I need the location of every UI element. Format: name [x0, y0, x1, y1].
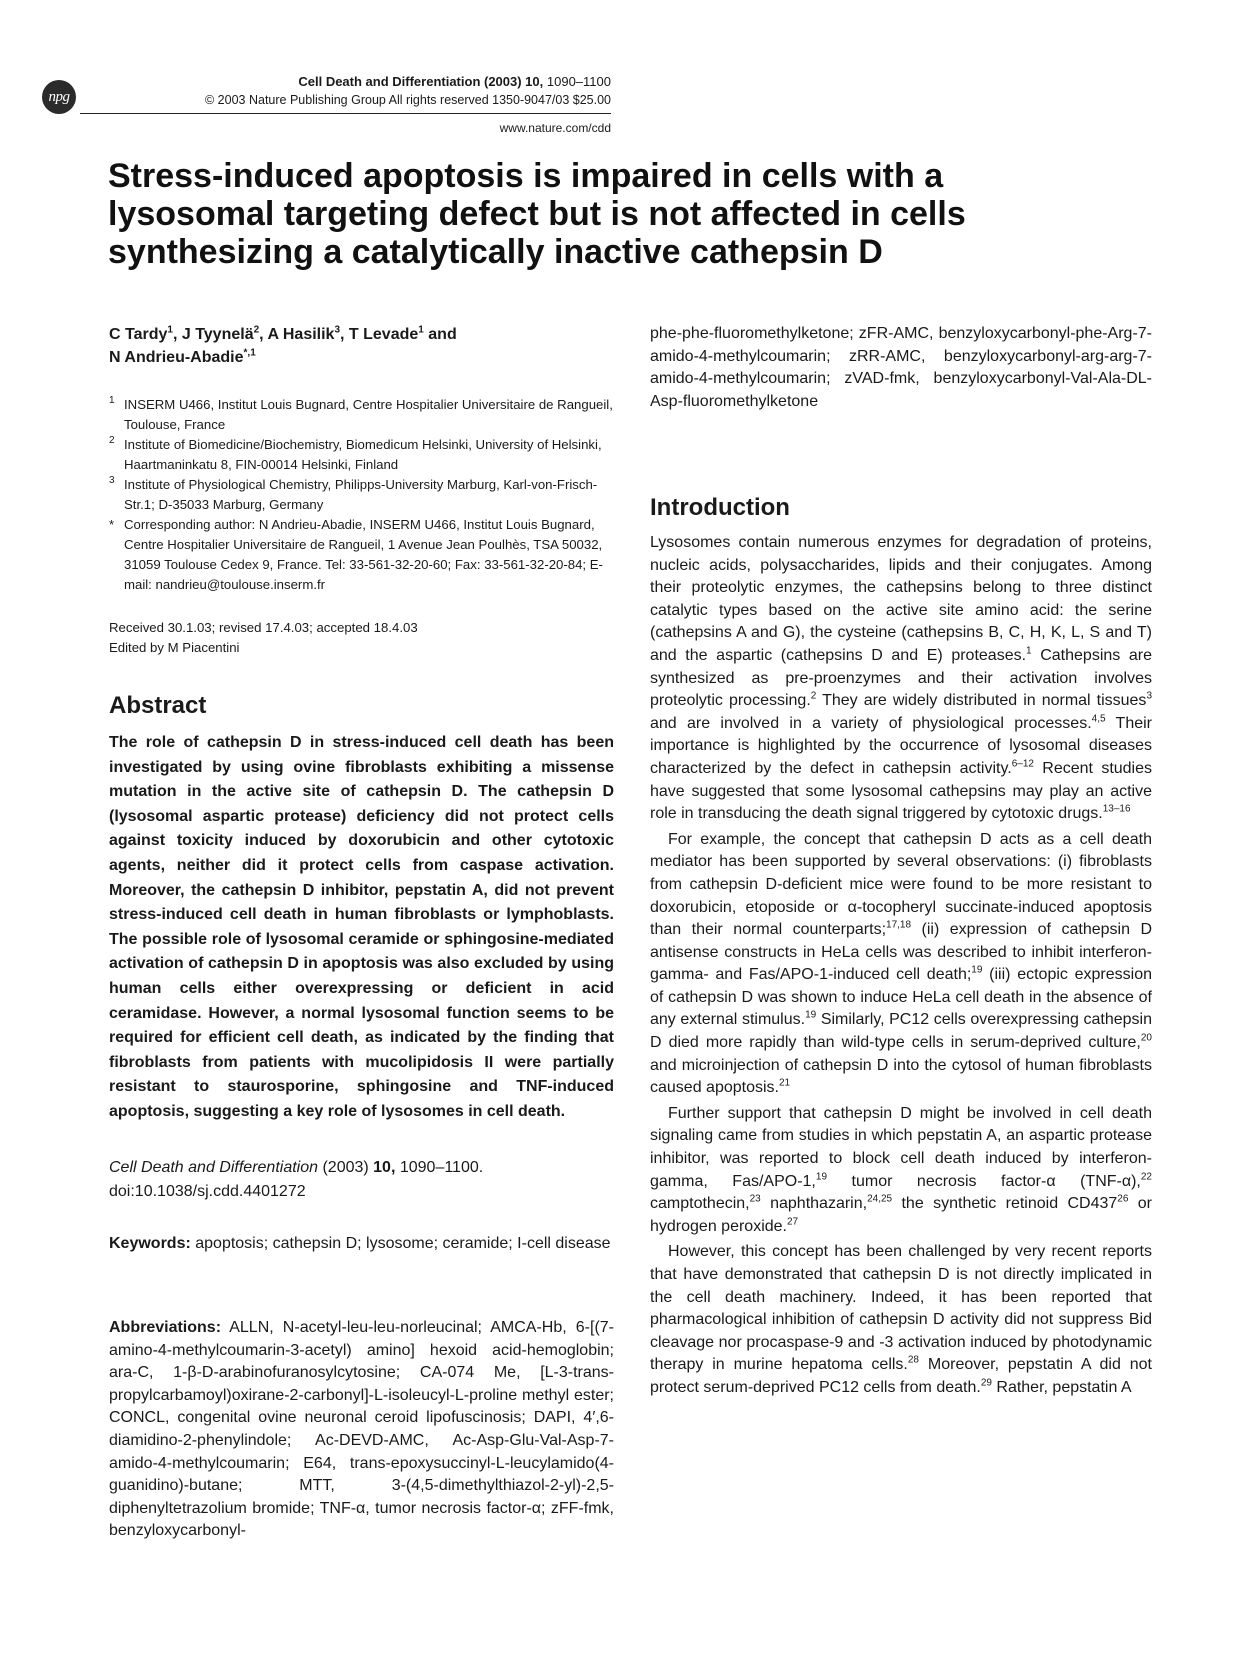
- author-list: [109, 323, 614, 369]
- author-1-sup: 1: [167, 324, 173, 336]
- introduction-body: [650, 532, 1152, 1403]
- reference-sup: 23: [749, 1193, 761, 1205]
- citation-year: (2003): [318, 1159, 374, 1176]
- author-1: C Tardy: [109, 326, 168, 343]
- author-2: , J Tyynelä: [172, 326, 254, 343]
- keywords-text: apoptosis; cathepsin D; lysosome; ceramide; I-cell disease: [190, 1235, 611, 1252]
- citation-volume: 10,: [373, 1159, 396, 1176]
- citation-doi: 1090–1100. doi:10.1038/sj.cdd.4401272: [109, 1159, 484, 1200]
- author-4-sup: 1: [418, 324, 424, 336]
- affiliation-1: [109, 395, 614, 435]
- author-3: , A Hasilik: [259, 326, 335, 343]
- corresponding-author: [109, 515, 614, 595]
- reference-sup: 4,5: [1091, 713, 1106, 725]
- reference-sup: 19: [805, 1010, 817, 1022]
- reference-sup: 13–16: [1102, 803, 1131, 815]
- affiliation-mark: 3: [109, 475, 115, 486]
- title-line-2: lysosomal targeting defect but is not affected in cells: [108, 195, 966, 233]
- reference-sup: 17,18: [886, 919, 912, 931]
- author-4: , T Levade: [340, 326, 419, 343]
- affiliation-mark: *: [109, 517, 115, 532]
- affiliations: [109, 395, 614, 595]
- affiliation-mark: 2: [109, 435, 115, 446]
- author-2-sup: 2: [253, 324, 260, 336]
- abstract-heading: Abstract: [109, 692, 207, 719]
- affiliation-mark: 1: [109, 395, 115, 406]
- abbreviations-continued: phe-phe-fluoromethylketone; zFR-AMC, benzyloxycarbonyl-phe-Arg-7-amido-4-methylcoumarin; zRR-AMC, benzyloxycarbonyl-arg-arg-7-amido-4-methylcoumarin; zVAD-fmk, benzyloxycarbonyl-Val-Ala-DL-Asp-fluoromethylketone: [650, 325, 1152, 410]
- reference-sup: 27: [786, 1216, 799, 1228]
- author-5: N Andrieu-Abadie: [109, 349, 244, 366]
- keywords: [109, 1232, 614, 1255]
- author-5-sup: *,1: [243, 347, 256, 359]
- header-rule: [80, 113, 611, 114]
- author-and: and: [423, 326, 457, 343]
- journal-url: www.nature.com/cdd: [499, 121, 611, 135]
- reference-sup: 2: [810, 690, 817, 702]
- page-range: 1090–1100: [546, 74, 611, 89]
- author-3-sup: 3: [334, 324, 341, 336]
- reference-sup: 24,25: [867, 1193, 893, 1205]
- intro-paragraph-4: However, this concept has been challenged by very recent reports that have demonstrated that cathepsin D is not directly implicated in the cell death machinery. Indeed, it has been reported that pharmacological inhibition of cathepsin D activity did not suppress Bid cleavage nor procaspase-9 and -3 activation induced by photodynamic therapy in murine hepatoma cells.$^{28}$ Moreover, pepstatin A did not protect serum-deprived PC12 cells from death.$^{29}$ Rather, pepstatin A: [650, 1243, 1152, 1396]
- journal-line: [298, 74, 611, 89]
- npg-logo: npg: [42, 80, 76, 114]
- edited-by-line: Edited by M Piacentini: [109, 640, 240, 655]
- article-title: [108, 157, 1128, 271]
- citation-journal: Cell Death and Differentiation: [109, 1159, 319, 1176]
- title-line-3: synthesizing a catalytically inactive cathepsin D: [108, 233, 883, 271]
- introduction-heading: Introduction: [650, 494, 790, 521]
- affiliation-text: Institute of Biomedicine/Biochemistry, Biomedicum Helsinki, University of Helsinki, Haartmaninkatu 8, FIN-00014 Helsinki, Finland: [124, 437, 602, 472]
- abstract-text: The role of cathepsin D in stress-induced cell death has been investigated by using ovine fibroblasts exhibiting a missense mutation in the active site of cathepsin D. The cathepsin D (lysosomal aspartic protease) deficiency did not protect cells against toxicity induced by doxorubicin and other cytotoxic agents, neither did it protect cells from caspase activation. Moreover, the cathepsin D inhibitor, pepstatin A, did not prevent stress-induced cell death in human fibroblasts or lymphoblasts. The possible role of lysosomal ceramide or sphingosine-mediated activation of cathepsin D in apoptosis was also excluded by using human cells either overexpressing or deficient in acid ceramidase. However, a normal lysosomal function seems to be required for efficient cell death, as indicated by the finding that fibroblasts from patients with mucolipidosis II were partially resistant to staurosporine, sphingosine and TNF-induced apoptosis, suggesting a key role of lysosomes in cell death.: [109, 734, 614, 1120]
- received-line: Received 30.1.03; revised 17.4.03; accepted 18.4.03: [109, 620, 418, 635]
- affiliation-text: Corresponding author: N Andrieu-Abadie, INSERM U466, Institut Louis Bugnard, Centre Hospitalier Universitaire de Rangueil, 1 Avenue Jean Poulhès, TSA 50032, 31059 Toulouse Cedex 9, France. Tel: 33-561-32-20-60; Fax: 33-561-32-20-84; E-mail: nandrieu@toulouse.inserm.fr: [124, 517, 603, 592]
- intro-paragraph-1: Lysosomes contain numerous enzymes for degradation of proteins, nucleic acids, polysaccharides, lipids and their conjugates. Among their proteolytic enzymes, the cathepsins belong to three distinct catalytic types based on the active site amino acid: the serine (cathepsins A and G), the cysteine (cathepsins B, C, H, K, L, S and T) and the aspartic (cathepsins D and E) proteases.$^1$ Cathepsins are synthesized as pre-proenzymes and their activation involves proteolytic processing.$^2$ They are widely distributed in normal tissues$^3$ and are involved in a variety of physiological processes.$^{4,5}$ Their importance is highlighted by the occurrence of lysosomal diseases characterized by the defect in cathepsin activity.$^{6-12}$ Recent studies have suggested that some lysosomal cathepsins may play an active role in transducing the death signal triggered by cytotoxic drugs.$^{13-16}$: [650, 534, 1153, 823]
- affiliation-text: INSERM U466, Institut Louis Bugnard, Centre Hospitalier Universitaire de Rangueil, Toulouse, France: [124, 397, 613, 432]
- affiliation-2: [109, 435, 614, 475]
- citation: [109, 1156, 614, 1204]
- reference-sup: 22: [1140, 1171, 1152, 1183]
- reference-sup: 19: [815, 1171, 828, 1183]
- reference-sup: 28: [907, 1355, 919, 1367]
- reference-sup: 6–12: [1011, 758, 1034, 770]
- received-dates: [109, 618, 614, 658]
- affiliation-3: [109, 475, 614, 515]
- title-line-1: Stress-induced apoptosis is impaired in cells with a: [108, 157, 944, 195]
- abbreviations-text: ALLN, N-acetyl-leu-leu-norleucinal; AMCA-Hb, 6-[(7-amino-4-methylcoumarin-3-acetyl) amino] hexoid acid-hemoglobin; ara-C, 1-β-D-arabinofuranosylcytosine; CA-074 Me, [L-3-trans-propylcarbamoyl)oxirane-2-carbonyl]-L-isoleucyl-L-proline methyl ester; CONCL, congenital ovine neuronal ceroid lipofuscinosis; DAPI, 4′,6-diamidino-2-phenylindole; Ac-DEVD-AMC, Ac-Asp-Glu-Val-Asp-7-amido-4-methylcoumarin; E64, trans-epoxysuccinyl-L-leucylamido(4-guanidino)-butane; MTT, 3-(4,5-dimethylthiazol-2-yl)-2,5-diphenyltetrazolium bromide; TNF-α, tumor necrosis factor-α; zFF-fmk, benzyloxycarbonyl-: [109, 1319, 614, 1540]
- intro-paragraph-2: For example, the concept that cathepsin D acts as a cell death mediator has been supported by several observations: (i) fibroblasts from cathepsin D-deficient mice were found to be more resistant to doxorubicin, etoposide or α-tocopheryl succinate-induced apoptosis than their normal counterparts;$^{17,18}$ (ii) expression of cathepsin D antisense constructs in HeLa cells was described to inhibit interferon-gamma- and Fas/APO-1-induced cell death;$^{19}$ (iii) ectopic expression of cathepsin D was shown to induce HeLa cell death in the absence of any external stimulus.$^{19}$ Similarly, PC12 cells overexpressing cathepsin D died more rapidly than wild-type cells in serum-deprived culture,$^{20}$ and microinjection of cathepsin D into the cytosol of human fibroblasts caused apoptosis.$^{21}$: [650, 830, 1153, 1097]
- reference-sup: 20: [1140, 1032, 1152, 1044]
- reference-sup: 3: [1146, 690, 1152, 702]
- reference-sup: 29: [980, 1377, 992, 1389]
- reference-sup: 19: [971, 964, 983, 976]
- abbreviations: [109, 1317, 614, 1543]
- reference-sup: 21: [778, 1077, 791, 1089]
- journal-name: Cell Death and Differentiation (2003) 10,: [298, 74, 544, 89]
- reference-sup: 1: [1026, 645, 1032, 657]
- abbreviations-label: Abbreviations:: [109, 1319, 222, 1336]
- copyright-line: © 2003 Nature Publishing Group All rights reserved 1350-9047/03 $25.00: [205, 93, 611, 107]
- intro-paragraph-3: Further support that cathepsin D might be involved in cell death signaling came from studies in which pepstatin A, an aspartic protease inhibitor, was reported to block cell death induced by interferon-gamma, Fas/APO-1,19 tumor necrosis factor-α (TNF-α),$^{22}$ camptothecin,$^{23}$ naphthazarin,$^{24,25}$ the synthetic retinoid $CD437^{26}$ or hydrogen peroxide.$^{27}$: [650, 1104, 1153, 1235]
- affiliation-text: Institute of Physiological Chemistry, Philipps-University Marburg, Karl-von-Frisch-Str.1; D-35033 Marburg, Germany: [124, 477, 598, 512]
- keywords-label: Keywords:: [109, 1235, 191, 1252]
- reference-sup: 26: [1117, 1193, 1129, 1205]
